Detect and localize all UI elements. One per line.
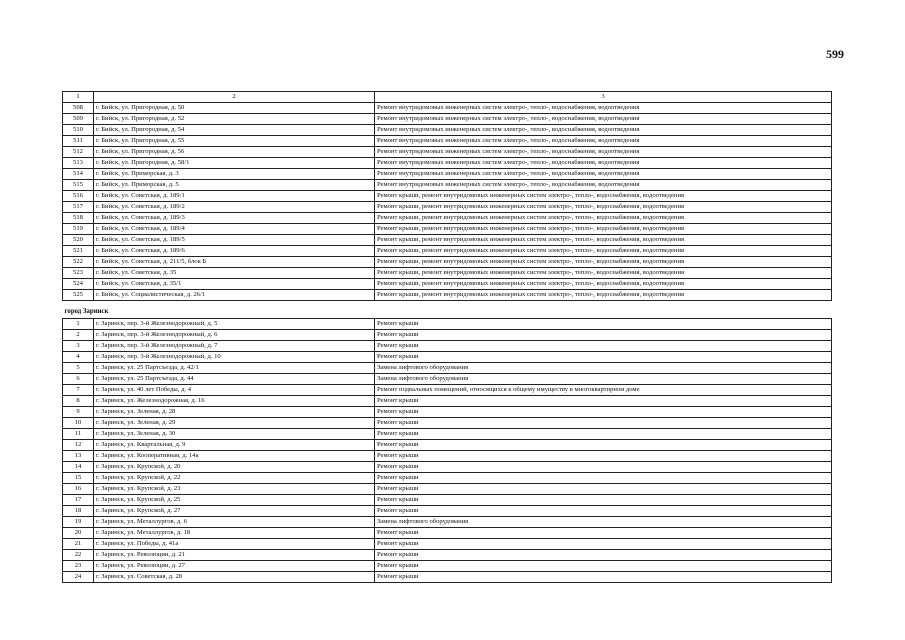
table-row [63, 506, 832, 517]
row-number: 525 [63, 290, 94, 301]
address-cell: г. Бийск, ул. Пригородная, д. 54 [94, 125, 375, 136]
address-cell: г. Заринск, пер. 3-й Железнодорожный, д. 6 [94, 330, 375, 341]
table-row [63, 246, 832, 257]
table-row [63, 191, 832, 202]
table-row [63, 396, 832, 407]
row-number: 514 [63, 169, 94, 180]
table-row [63, 169, 832, 180]
row-number: 12 [63, 440, 94, 451]
table-row [63, 572, 832, 583]
table-row [63, 279, 832, 290]
table-row [63, 341, 832, 352]
address-cell: г. Бийск, ул. Приморская, д. 3 [94, 169, 375, 180]
table-row [63, 517, 832, 528]
table-row [63, 385, 832, 396]
table-row [63, 462, 832, 473]
row-number: 18 [63, 506, 94, 517]
row-number: 17 [63, 495, 94, 506]
work-type-cell: Ремонт внутридомовых инженерных систем электро-, тепло-, водоснабжения, водоотведения [375, 125, 832, 136]
row-number: 20 [63, 528, 94, 539]
work-type-cell: Ремонт крыши [375, 440, 832, 451]
row-number: 7 [63, 385, 94, 396]
address-cell: г. Заринск, ул. Металлургов, д. 18 [94, 528, 375, 539]
work-type-cell: Ремонт внутридомовых инженерных систем электро-, тепло-, водоснабжения, водоотведения [375, 136, 832, 147]
row-number: 23 [63, 561, 94, 572]
address-cell: г. Бийск, ул. Социалистическая, д. 26/1 [94, 290, 375, 301]
work-type-cell: Ремонт внутридомовых инженерных систем электро-, тепло-, водоснабжения, водоотведения [375, 103, 832, 114]
work-type-cell: Ремонт крыши [375, 330, 832, 341]
row-number: 511 [63, 136, 94, 147]
table-row [63, 114, 832, 125]
table-row [63, 407, 832, 418]
table-row [63, 473, 832, 484]
row-number: 522 [63, 257, 94, 268]
table-row [63, 539, 832, 550]
work-type-cell: Ремонт крыши [375, 352, 832, 363]
table-row [63, 158, 832, 169]
address-cell: г. Бийск, ул. Пригородная, д. 50 [94, 103, 375, 114]
address-cell: г. Заринск, ул. Крупской, д. 20 [94, 462, 375, 473]
work-type-cell: Ремонт внутридомовых инженерных систем электро-, тепло-, водоснабжения, водоотведения [375, 180, 832, 191]
table-row [63, 213, 832, 224]
address-cell: г. Заринск, ул. Победы, д. 41а [94, 539, 375, 550]
row-number: 19 [63, 517, 94, 528]
row-number: 16 [63, 484, 94, 495]
work-type-cell: Ремонт крыши [375, 561, 832, 572]
work-type-cell: Ремонт крыши [375, 341, 832, 352]
table-row [63, 290, 832, 301]
address-cell: г. Заринск, ул. Крупской, д. 25 [94, 495, 375, 506]
row-number: 512 [63, 147, 94, 158]
row-number: 8 [63, 396, 94, 407]
address-cell: г. Заринск, пер. 3-й Железнодорожный, д. 7 [94, 341, 375, 352]
register-table [62, 91, 832, 583]
row-number: 519 [63, 224, 94, 235]
work-type-cell: Ремонт крыши [375, 429, 832, 440]
table-row [63, 180, 832, 191]
work-type-cell: Ремонт крыши [375, 462, 832, 473]
column-2-header: 2 [94, 92, 375, 103]
table-row [63, 125, 832, 136]
work-type-cell: Замена лифтового оборудования [375, 517, 832, 528]
address-cell: г. Заринск, ул. Квартальная, д. 9 [94, 440, 375, 451]
table-row [63, 352, 832, 363]
row-number: 523 [63, 268, 94, 279]
table-row [63, 429, 832, 440]
address-cell: г. Бийск, ул. Пригородная, д. 58/1 [94, 158, 375, 169]
work-type-cell: Ремонт крыши, ремонт внутридомовых инженерных систем электро-, тепло-, водоснабжения, водоотведения [375, 191, 832, 202]
address-cell: г. Заринск, ул. Зеленая, д. 30 [94, 429, 375, 440]
row-number: 15 [63, 473, 94, 484]
work-type-cell: Замена лифтового оборудования [375, 363, 832, 374]
register-table-body [63, 92, 832, 583]
work-type-cell: Ремонт крыши [375, 528, 832, 539]
row-number: 515 [63, 180, 94, 191]
table-row [63, 550, 832, 561]
table-row [63, 418, 832, 429]
address-cell: г. Бийск, ул. Советская, д. 35/1 [94, 279, 375, 290]
address-cell: г. Бийск, ул. Советская, д. 189/2 [94, 202, 375, 213]
work-type-cell: Ремонт подвальных помещений, относящихся к общему имуществу в многоквартирном доме [375, 385, 832, 396]
table-row [63, 374, 832, 385]
page-number: 599 [826, 47, 844, 61]
address-cell: г. Бийск, ул. Пригородная, д. 55 [94, 136, 375, 147]
row-number: 9 [63, 407, 94, 418]
row-number: 518 [63, 213, 94, 224]
row-number: 4 [63, 352, 94, 363]
row-number: 524 [63, 279, 94, 290]
work-type-cell: Ремонт крыши, ремонт внутридомовых инженерных систем электро-, тепло-, водоснабжения, водоотведения [375, 257, 832, 268]
work-type-cell: Ремонт крыши [375, 451, 832, 462]
work-type-cell: Ремонт внутридомовых инженерных систем электро-, тепло-, водоснабжения, водоотведения [375, 169, 832, 180]
work-type-cell: Ремонт крыши, ремонт внутридомовых инженерных систем электро-, тепло-, водоснабжения, водоотведения [375, 224, 832, 235]
table-row [63, 147, 832, 158]
table-row [63, 495, 832, 506]
work-type-cell: Ремонт крыши [375, 396, 832, 407]
work-type-cell: Ремонт крыши, ремонт внутридомовых инженерных систем электро-, тепло-, водоснабжения, водоотведения [375, 246, 832, 257]
row-number: 508 [63, 103, 94, 114]
address-cell: г. Бийск, ул. Пригородная, д. 52 [94, 114, 375, 125]
address-cell: г. Бийск, ул. Советская, д. 211/5, блок Б [94, 257, 375, 268]
table-row [63, 268, 832, 279]
table-row [63, 528, 832, 539]
address-cell: г. Заринск, ул. Кооперативная, д. 14а [94, 451, 375, 462]
work-type-cell: Ремонт крыши [375, 495, 832, 506]
address-cell: г. Бийск, ул. Советская, д. 189/1 [94, 191, 375, 202]
row-number: 6 [63, 374, 94, 385]
work-type-cell: Ремонт крыши [375, 407, 832, 418]
table-row [63, 224, 832, 235]
row-number: 24 [63, 572, 94, 583]
table-row [63, 484, 832, 495]
table-row [63, 440, 832, 451]
table-row [63, 363, 832, 374]
work-type-cell: Ремонт крыши [375, 539, 832, 550]
row-number: 517 [63, 202, 94, 213]
work-type-cell: Ремонт крыши [375, 550, 832, 561]
row-number: 520 [63, 235, 94, 246]
column-1-header: 1 [63, 92, 94, 103]
row-number: 513 [63, 158, 94, 169]
table-row [63, 103, 832, 114]
address-cell: г. Заринск, ул. Революции, д. 27 [94, 561, 375, 572]
address-cell: г. Бийск, ул. Советская, д. 35 [94, 268, 375, 279]
row-number: 509 [63, 114, 94, 125]
address-cell: г. Заринск, ул. Зеленая, д. 29 [94, 418, 375, 429]
table-row [63, 319, 832, 330]
work-type-cell: Ремонт внутридомовых инженерных систем электро-, тепло-, водоснабжения, водоотведения [375, 147, 832, 158]
work-type-cell: Ремонт крыши, ремонт внутридомовых инженерных систем электро-, тепло-, водоснабжения, водоотведения [375, 202, 832, 213]
section-title: город Заринск [63, 301, 832, 319]
row-number: 5 [63, 363, 94, 374]
address-cell: г. Заринск, ул. Зеленая, д. 28 [94, 407, 375, 418]
row-number: 21 [63, 539, 94, 550]
table-header-row [63, 92, 832, 103]
address-cell: г. Заринск, ул. Крупской, д. 22 [94, 473, 375, 484]
address-cell: г. Заринск, ул. Крупской, д. 27 [94, 506, 375, 517]
work-type-cell: Ремонт крыши [375, 319, 832, 330]
column-3-header: 3 [375, 92, 832, 103]
work-type-cell: Ремонт крыши [375, 572, 832, 583]
work-type-cell: Ремонт крыши [375, 506, 832, 517]
address-cell: г. Заринск, ул. Крупской, д. 23 [94, 484, 375, 495]
address-cell: г. Заринск, ул. Советская, д. 28 [94, 572, 375, 583]
address-cell: г. Бийск, ул. Советская, д. 189/3 [94, 213, 375, 224]
work-type-cell: Ремонт крыши, ремонт внутридомовых инженерных систем электро-, тепло-, водоснабжения, водоотведения [375, 290, 832, 301]
table-row [63, 257, 832, 268]
address-cell: г. Заринск, пер. 3-й Железнодорожный, д. 10 [94, 352, 375, 363]
work-type-cell: Ремонт крыши, ремонт внутридомовых инженерных систем электро-, тепло-, водоснабжения, водоотведения [375, 235, 832, 246]
address-cell: г. Заринск, ул. Революции, д. 21 [94, 550, 375, 561]
row-number: 510 [63, 125, 94, 136]
work-type-cell: Замена лифтового оборудования [375, 374, 832, 385]
work-type-cell: Ремонт внутридомовых инженерных систем электро-, тепло-, водоснабжения, водоотведения [375, 114, 832, 125]
address-cell: г. Бийск, ул. Пригородная, д. 56 [94, 147, 375, 158]
work-type-cell: Ремонт крыши [375, 473, 832, 484]
address-cell: г. Заринск, ул. Металлургов, д. 6 [94, 517, 375, 528]
row-number: 521 [63, 246, 94, 257]
section-row [63, 301, 832, 319]
address-cell: г. Заринск, ул. 25 Партсъезда, д. 44 [94, 374, 375, 385]
address-cell: г. Бийск, ул. Советская, д. 189/6 [94, 246, 375, 257]
address-cell: г. Бийск, ул. Советская, д. 189/5 [94, 235, 375, 246]
address-cell: г. Заринск, ул. 40 лет Победы, д. 4 [94, 385, 375, 396]
work-type-cell: Ремонт крыши, ремонт внутридомовых инженерных систем электро-, тепло-, водоснабжения, водоотведения [375, 279, 832, 290]
table-row [63, 330, 832, 341]
work-type-cell: Ремонт крыши [375, 484, 832, 495]
row-number: 13 [63, 451, 94, 462]
work-type-cell: Ремонт крыши, ремонт внутридомовых инженерных систем электро-, тепло-, водоснабжения, водоотведения [375, 268, 832, 279]
row-number: 1 [63, 319, 94, 330]
row-number: 2 [63, 330, 94, 341]
address-cell: г. Бийск, ул. Приморская, д. 5 [94, 180, 375, 191]
row-number: 516 [63, 191, 94, 202]
row-number: 11 [63, 429, 94, 440]
table-row [63, 451, 832, 462]
address-cell: г. Заринск, ул. Железнодорожная, д. 16 [94, 396, 375, 407]
row-number: 22 [63, 550, 94, 561]
address-cell: г. Бийск, ул. Советская, д. 189/4 [94, 224, 375, 235]
work-type-cell: Ремонт крыши, ремонт внутридомовых инженерных систем электро-, тепло-, водоснабжения, водоотведения [375, 213, 832, 224]
address-cell: г. Заринск, пер. 3-й Железнодорожный, д. 5 [94, 319, 375, 330]
row-number: 14 [63, 462, 94, 473]
work-type-cell: Ремонт крыши [375, 418, 832, 429]
table-row [63, 202, 832, 213]
table-row [63, 136, 832, 147]
work-type-cell: Ремонт внутридомовых инженерных систем электро-, тепло-, водоснабжения, водоотведения [375, 158, 832, 169]
address-cell: г. Заринск, ул. 25 Партсъезда, д. 42/1 [94, 363, 375, 374]
row-number: 3 [63, 341, 94, 352]
table-row [63, 561, 832, 572]
row-number: 10 [63, 418, 94, 429]
table-row [63, 235, 832, 246]
